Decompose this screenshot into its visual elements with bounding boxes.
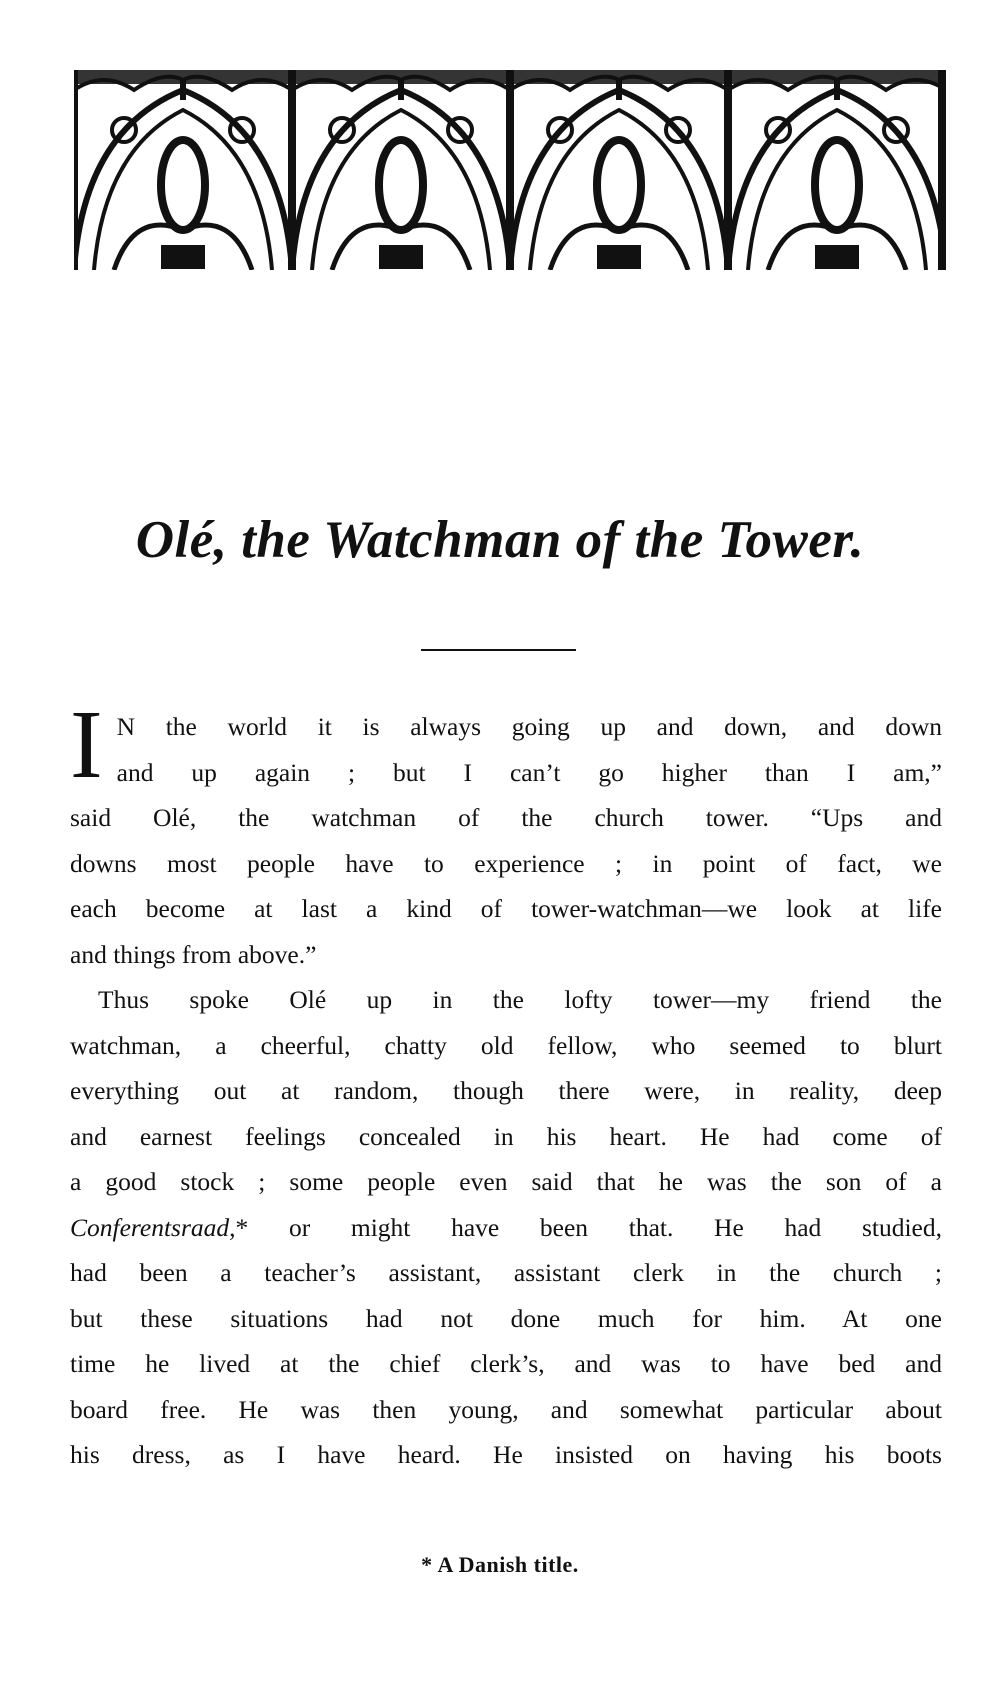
text-line: watchman, a cheerful, chatty old fellow, who seemed to blurt <box>70 1030 942 1060</box>
text-line: Thus spoke Olé up in the lofty tower—my friend the <box>98 985 942 1014</box>
footnote: * A Danish title. <box>421 1552 579 1577</box>
paragraph-1 <box>70 691 942 977</box>
text-line: had been a teacher’s assistant, assistant clerk in the church ; <box>70 1258 942 1287</box>
story-body <box>70 691 942 1478</box>
drop-cap: I <box>70 691 103 799</box>
paragraph-2 <box>70 977 942 1478</box>
story-title: Olé, the Watchman of the Tower. <box>135 511 865 569</box>
text-line: his dress, as I have heard. He insisted on having his boots <box>70 1440 942 1469</box>
italic-term: Conferentsraad, <box>70 1212 236 1242</box>
text-line: each become at last a kind of tower-watchman—we look at life <box>70 894 942 923</box>
text-line: board free. He was then young, and somewhat particular about <box>70 1394 942 1424</box>
text-line: and up again ; but I can’t go higher than I am,” <box>116 757 942 787</box>
gothic-arch-ornament <box>74 70 946 270</box>
text-line: everything out at random, though there were, in reality, deep <box>70 1076 942 1105</box>
text-line: a good stock ; some people even said that he was the son of a <box>70 1167 942 1196</box>
text-line: time he lived at the chief clerk’s, and was to have bed and <box>70 1349 942 1378</box>
text-span: * or might have been that. He had studied, <box>235 1212 942 1242</box>
text-line: and things from above.” <box>70 939 317 969</box>
text-line: N the world it is always going up and down, and down <box>116 712 942 741</box>
title-divider <box>421 649 576 651</box>
text-line: said Olé, the watchman of the church tower. “Ups and <box>70 803 942 832</box>
text-line: downs most people have to experience ; in point of fact, we <box>70 848 942 878</box>
ornamental-header-banner <box>74 70 946 270</box>
text-line <box>70 1205 942 1251</box>
text-line: but these situations had not done much for him. At one <box>70 1303 942 1333</box>
text-line: and earnest feelings concealed in his heart. He had come of <box>70 1121 942 1151</box>
